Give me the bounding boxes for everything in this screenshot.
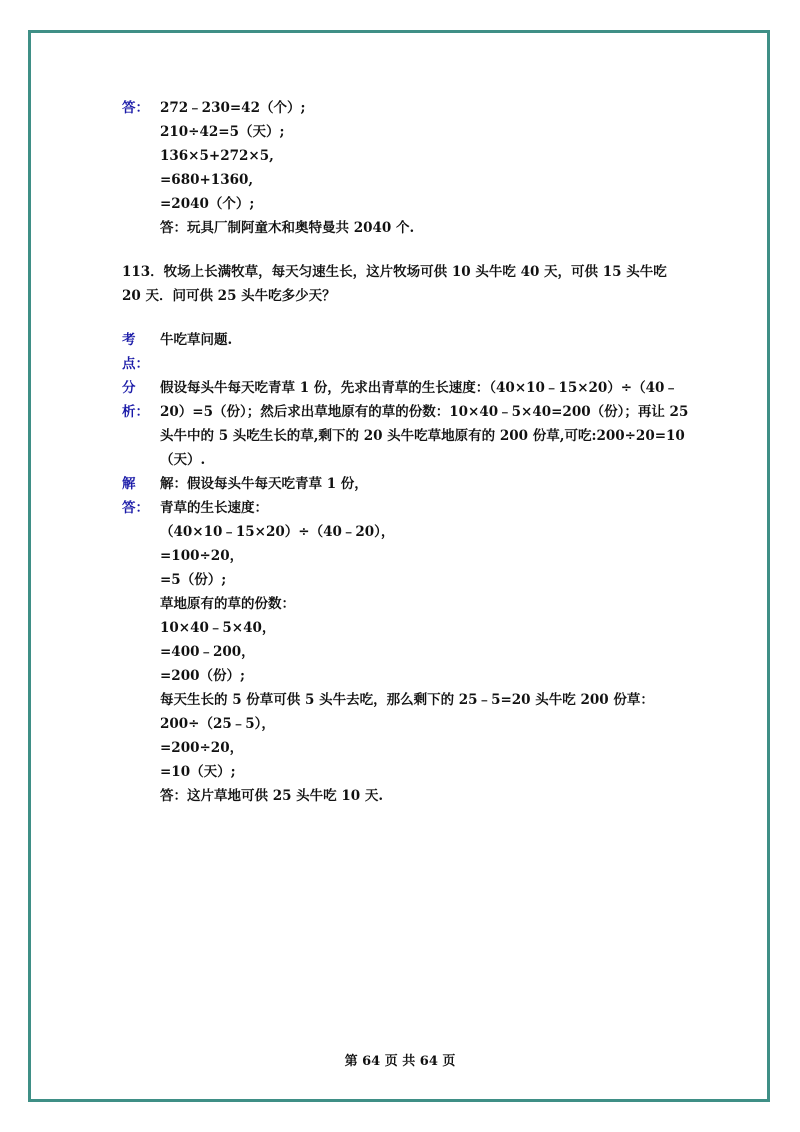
fenxi-line: 20）=5（份）；然后求出草地原有的草的份数：10×40﹣5×40=200（份）；再让 25: [160, 404, 689, 420]
jieda-line: （40×10﹣15×20）÷（40﹣20），: [160, 524, 395, 540]
answer-prev-line: 答：玩具厂制阿童木和奥特曼共 2040 个.: [160, 220, 415, 236]
jieda-label-2: 答：: [122, 500, 149, 516]
jieda-line: 200÷（25﹣5），: [160, 716, 275, 732]
jieda-line: =400﹣200，: [160, 644, 255, 660]
jieda-block: [122, 472, 682, 808]
answer-prev-line: =680+1360,: [160, 172, 254, 188]
kaodian-block: [122, 328, 682, 376]
fenxi-label-1: 分: [122, 380, 136, 396]
fenxi-lines: [160, 376, 688, 472]
kaodian-label-2: 点：: [122, 356, 149, 372]
answer-prev-line: 272﹣230=42（个）;: [160, 100, 306, 116]
jieda-line: =100÷20，: [160, 548, 244, 564]
fenxi-block: [122, 376, 689, 472]
kaodian-lines: [160, 328, 682, 352]
jieda-line: 青草的生长速度：: [160, 500, 268, 516]
fenxi-line: 头牛中的 5 头吃生长的草,剩下的 20 头牛吃草地原有的 200 份草,可吃:200÷20=10: [160, 428, 685, 444]
jieda-label: [122, 472, 160, 520]
jieda-label-1: 解: [122, 476, 136, 492]
fenxi-line: （天）.: [160, 452, 206, 468]
jieda-lines: [160, 472, 682, 808]
kaodian-label-1: 考: [122, 332, 136, 348]
answer-prev-block: [122, 96, 682, 240]
fenxi-label-2: 析：: [122, 404, 149, 420]
jieda-line: 每天生长的 5 份草可供 5 头牛去吃，那么剩下的 25﹣5=20 头牛吃 200 份草：: [160, 692, 654, 708]
jieda-line: 答：这片草地可供 25 头牛吃 10 天.: [160, 788, 384, 804]
jieda-line: =5（份）;: [160, 572, 227, 588]
jieda-line: 解：假设每头牛每天吃青草 1 份，: [160, 476, 368, 492]
fenxi-line: 假设每头牛每天吃青草 1 份，先求出青草的生长速度：（40×10﹣15×20）÷（40﹣: [160, 380, 678, 396]
answer-prev-line: =2040（个）;: [160, 196, 255, 212]
question-line-1: 113．牧场上长满牧草，每天匀速生长，这片牧场可供 10 头牛吃 40 天，可供 15 头牛吃: [122, 264, 667, 280]
jieda-line: =200（份）;: [160, 668, 245, 684]
fenxi-label: [122, 376, 160, 424]
kaodian-label: [122, 328, 160, 376]
page-content: [122, 96, 689, 808]
answer-prev-label: 答：: [122, 100, 149, 116]
answer-prev-line: 136×5+272×5,: [160, 148, 274, 164]
page-footer: 第 64 页 共 64 页: [344, 1054, 456, 1069]
jieda-line: =10（天）;: [160, 764, 236, 780]
jieda-line: 草地原有的草的份数：: [160, 596, 295, 612]
answer-prev-line: 210÷42=5（天）;: [160, 124, 285, 140]
kaodian-text: 牛吃草问题.: [160, 332, 233, 348]
jieda-line: =200÷20，: [160, 740, 244, 756]
question-line-2: 20 天．问可供 25 头牛吃多少天？: [122, 288, 336, 304]
answer-prev-lines: [160, 96, 682, 240]
jieda-line: 10×40﹣5×40，: [160, 620, 276, 636]
question-block: [122, 260, 682, 308]
